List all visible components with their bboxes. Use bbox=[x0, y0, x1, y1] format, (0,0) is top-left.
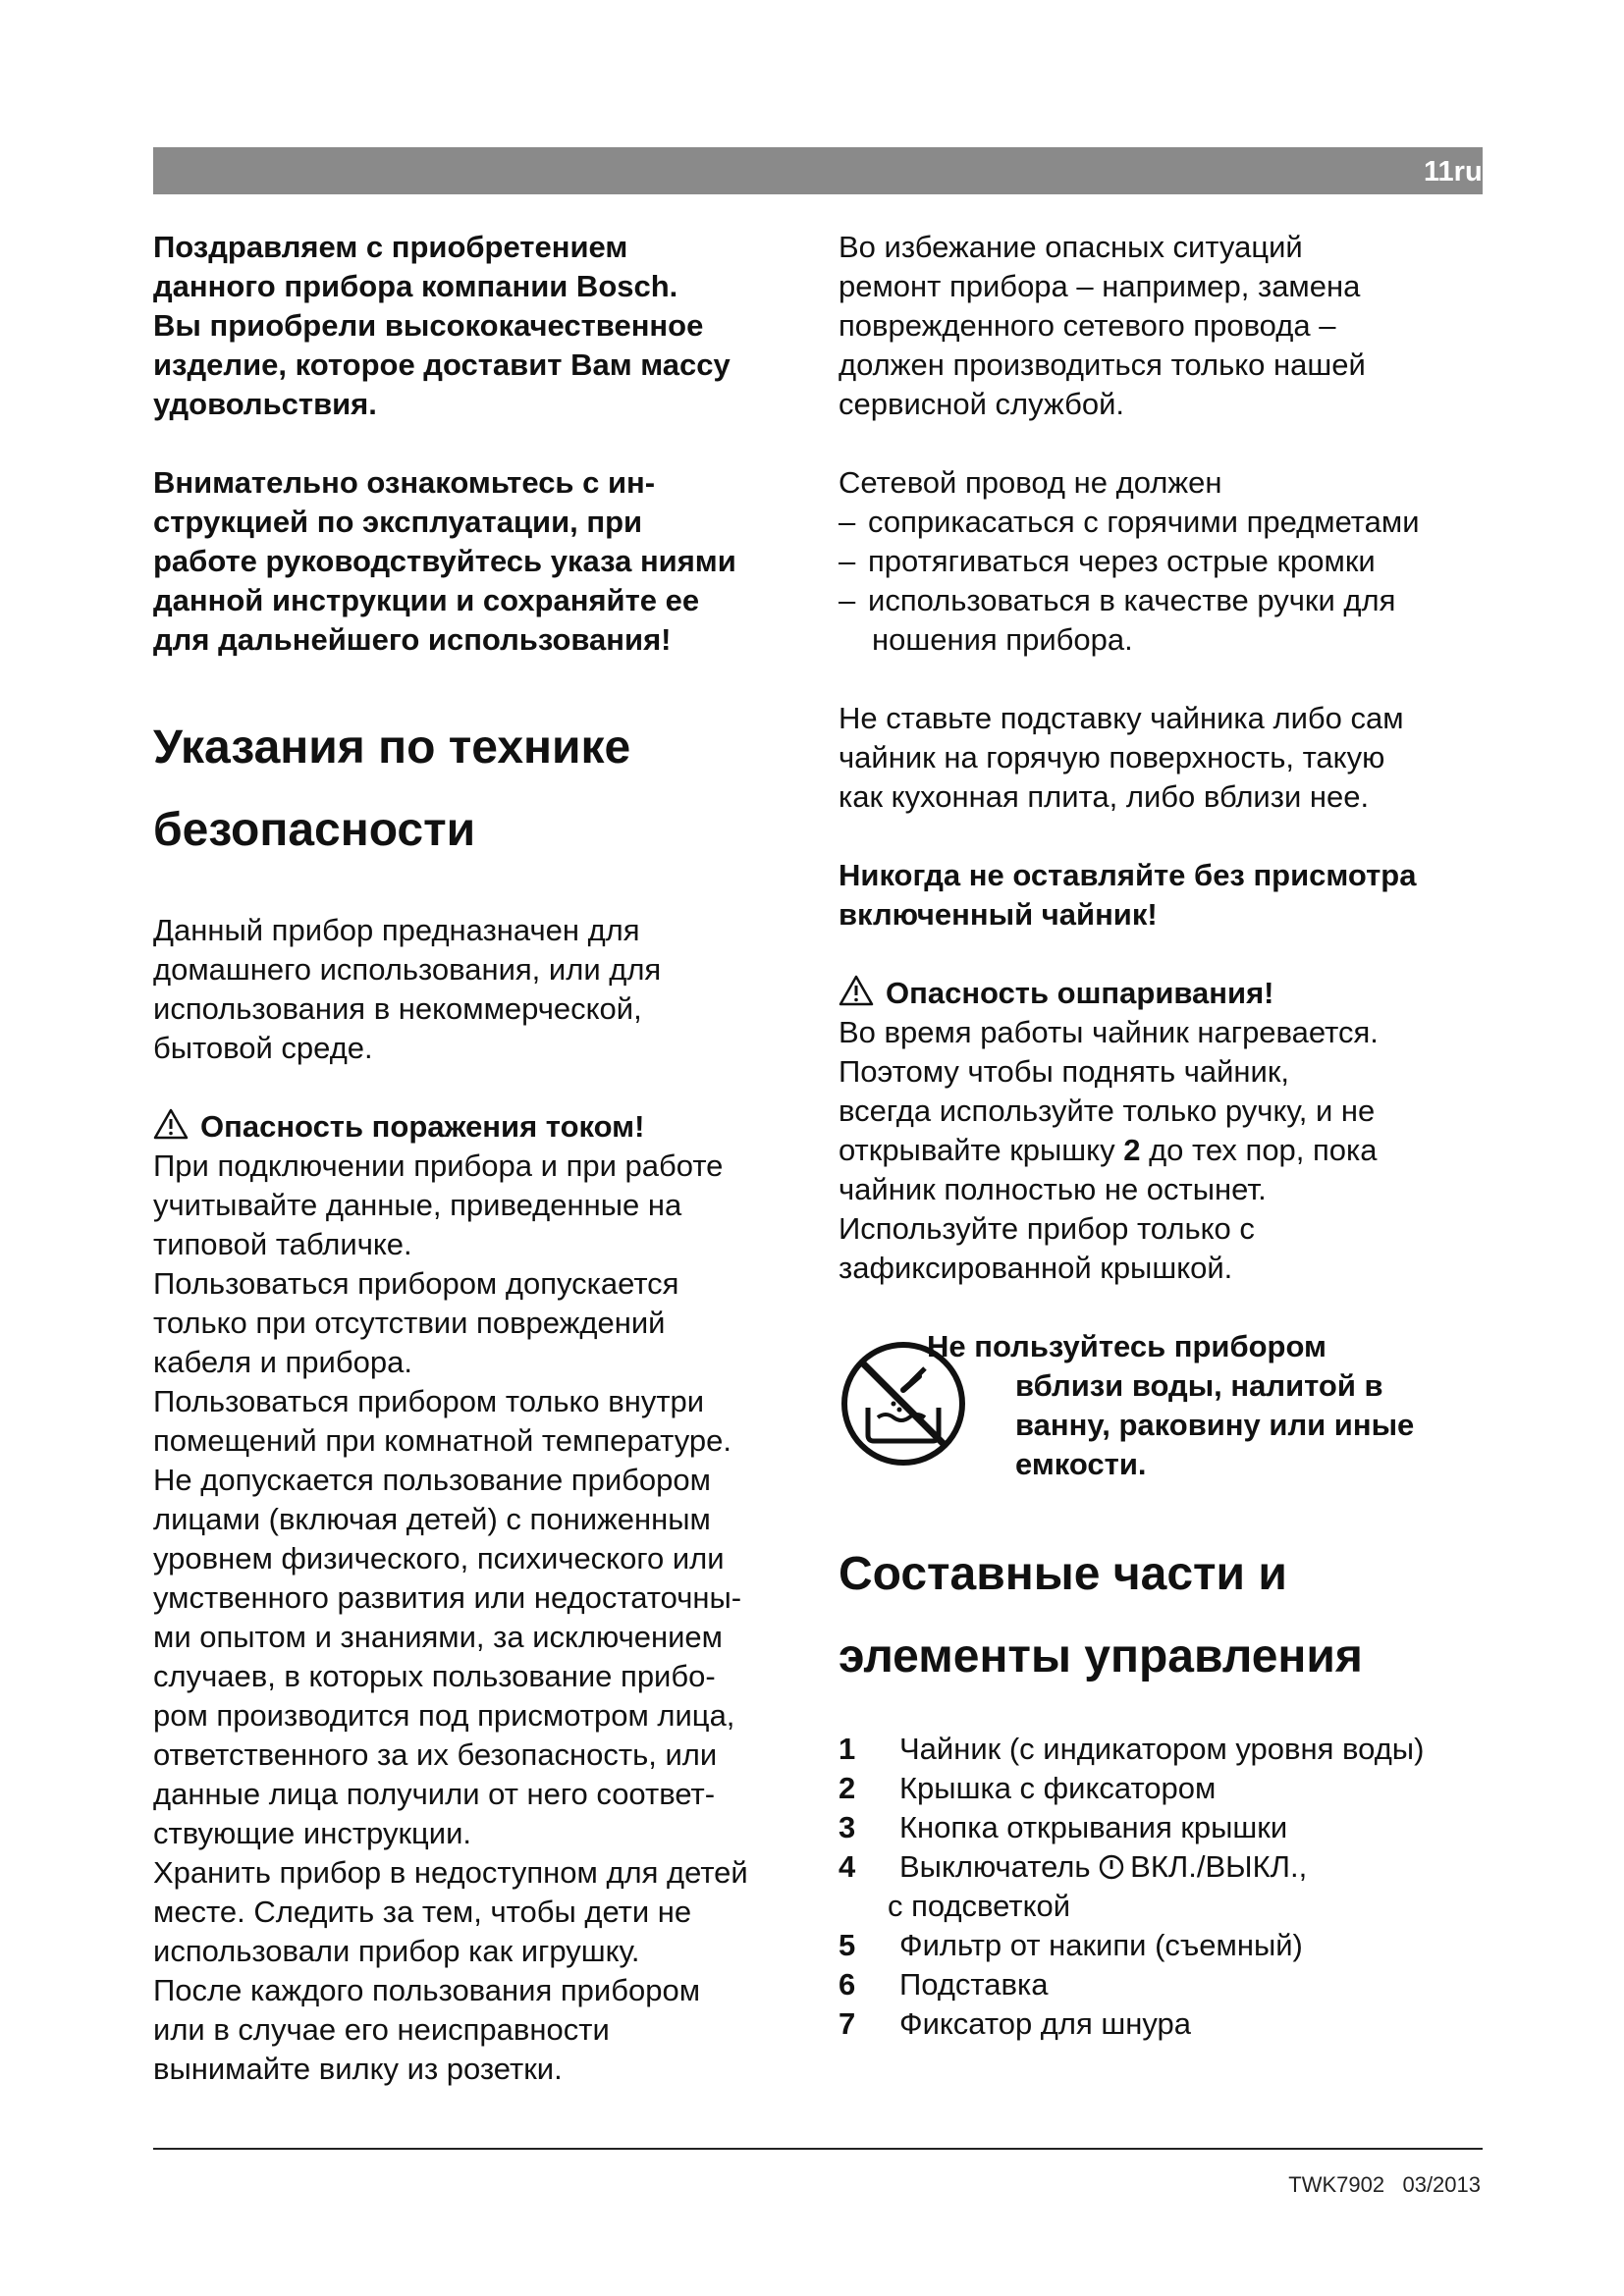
list-item bbox=[839, 1926, 1487, 1965]
scald-line: Поэтому чтобы поднять чайник, bbox=[839, 1054, 1290, 1089]
read-instructions-paragraph bbox=[153, 463, 801, 660]
read-line: струкцией по эксплуатации, при bbox=[153, 505, 643, 539]
shock-line: использовали прибор как игрушку. bbox=[153, 1934, 640, 1968]
parts-heading-line: Составные части и bbox=[839, 1548, 1287, 1600]
part-label: Чайник (с индикатором уровня воды) bbox=[899, 1732, 1425, 1766]
scald-line-part: до тех пор, пока bbox=[1140, 1133, 1378, 1167]
water-warning-line: емкости. bbox=[1015, 1447, 1147, 1481]
intro-line: изделие, которое доставит Вам массу bbox=[153, 347, 731, 382]
unattended-paragraph bbox=[839, 856, 1487, 934]
list-item bbox=[839, 542, 1487, 581]
safety-heading-line: Указания по технике bbox=[153, 721, 631, 774]
purpose-line: использования в некоммерческой, bbox=[153, 991, 642, 1026]
list-item bbox=[839, 1808, 1487, 1847]
shock-line: Не допускается пользование прибором bbox=[153, 1463, 711, 1497]
list-item-text: соприкасаться с горячими предметами bbox=[868, 505, 1420, 539]
purpose-line: Данный прибор предназначен для bbox=[153, 913, 640, 947]
read-line: работе руководствуйтесь указа ниями bbox=[153, 544, 736, 578]
safety-heading-line: безопасности bbox=[153, 804, 476, 856]
scald-warning-title bbox=[839, 974, 1487, 1013]
list-item-text: ношения прибора. bbox=[872, 622, 1133, 657]
list-dash: – bbox=[839, 583, 856, 617]
scald-warning-label: Опасность ошпаривания! bbox=[886, 976, 1274, 1010]
part-label: Фиксатор для шнура bbox=[899, 2006, 1191, 2041]
power-icon bbox=[1099, 1854, 1124, 1880]
part-number: 7 bbox=[839, 2006, 856, 2041]
water-warning-line: ванну, раковину или иные bbox=[1015, 1408, 1415, 1442]
purpose-paragraph bbox=[153, 911, 801, 1068]
repair-line: должен производиться только нашей bbox=[839, 347, 1366, 382]
shock-line: уровнем физического, психического или bbox=[153, 1541, 725, 1575]
list-item bbox=[839, 1730, 1487, 1769]
model-number: TWK7902 bbox=[1288, 2172, 1385, 2197]
shock-line: помещений при комнатной температуре. bbox=[153, 1423, 731, 1458]
shock-warning-title bbox=[153, 1107, 801, 1147]
part-label: Кнопка открывания крышки bbox=[899, 1810, 1288, 1844]
intro-line: удовольствия. bbox=[153, 387, 377, 421]
purpose-line: бытовой среде. bbox=[153, 1031, 373, 1065]
page-number: 11ru bbox=[1424, 157, 1483, 187]
list-item bbox=[839, 1769, 1487, 1808]
shock-line: Хранить прибор в недоступном для детей bbox=[153, 1855, 748, 1890]
shock-line: вынимайте вилку из розетки. bbox=[153, 2052, 563, 2086]
repair-line: Во избежание опасных ситуаций bbox=[839, 230, 1303, 264]
right-column bbox=[839, 228, 1487, 2044]
shock-line: кабеля и прибора. bbox=[153, 1345, 412, 1379]
repair-line: сервисной службой. bbox=[839, 387, 1125, 421]
shock-line: учитывайте данные, приведенные на bbox=[153, 1188, 682, 1222]
shock-line: ствующие инструкции. bbox=[153, 1816, 472, 1850]
shock-line: данные лица получили от него соответ- bbox=[153, 1777, 716, 1811]
purpose-line: домашнего использования, или для bbox=[153, 952, 662, 987]
unattended-line: Никогда не оставляйте без присмотра bbox=[839, 858, 1417, 892]
water-warning-line: вблизи воды, налитой в bbox=[1015, 1368, 1383, 1403]
part-label-suffix: ВКЛ./ВЫКЛ., bbox=[1130, 1849, 1308, 1884]
list-dash: – bbox=[839, 505, 856, 539]
intro-paragraph bbox=[153, 228, 801, 424]
hot-surface-paragraph bbox=[839, 699, 1487, 817]
shock-line: Пользоваться прибором только внутри bbox=[153, 1384, 705, 1418]
water-warning-text bbox=[921, 1327, 1471, 1484]
scald-line: чайник полностью не остынет. bbox=[839, 1172, 1267, 1206]
intro-line: Вы приобрели высококачественное bbox=[153, 308, 704, 343]
shock-line: случаев, в которых пользование прибо- bbox=[153, 1659, 716, 1693]
part-number: 2 bbox=[839, 1771, 856, 1805]
read-line: для дальнейшего использования! bbox=[153, 622, 672, 657]
warning-triangle-icon bbox=[153, 1108, 189, 1140]
shock-line: ром производится под присмотром лица, bbox=[153, 1698, 735, 1733]
shock-line: месте. Следить за тем, чтобы дети не bbox=[153, 1895, 692, 1929]
read-line: данной инструкции и сохраняйте ее bbox=[153, 583, 700, 617]
scald-line bbox=[839, 1131, 1487, 1170]
shock-line: При подключении прибора и при работе bbox=[153, 1148, 724, 1183]
intro-line: Поздравляем с приобретением bbox=[153, 230, 628, 264]
water-warning-line: Не пользуйтесь прибором bbox=[927, 1329, 1326, 1363]
scald-line-part: открывайте крышку bbox=[839, 1133, 1124, 1167]
edition-date: 03/2013 bbox=[1402, 2172, 1481, 2197]
part-number: 4 bbox=[839, 1849, 856, 1884]
part-reference-number: 2 bbox=[1123, 1133, 1141, 1167]
list-item bbox=[839, 503, 1487, 542]
footer-rule bbox=[153, 2148, 1483, 2150]
part-label-continuation: с подсветкой bbox=[888, 1889, 1071, 1923]
cord-list bbox=[839, 503, 1487, 660]
cord-intro: Сетевой провод не должен bbox=[839, 465, 1222, 500]
shock-line: После каждого пользования прибором bbox=[153, 1973, 701, 2007]
part-label: Крышка с фиксатором bbox=[899, 1771, 1217, 1805]
scald-line: Используйте прибор только с bbox=[839, 1211, 1255, 1246]
warning-triangle-icon bbox=[839, 975, 874, 1006]
part-label: Подставка bbox=[899, 1967, 1049, 2002]
shock-line: или в случае его неисправности bbox=[153, 2012, 610, 2047]
repair-line: поврежденного сетевого провода – bbox=[839, 308, 1336, 343]
safety-heading bbox=[153, 707, 801, 872]
list-dash: – bbox=[839, 544, 856, 578]
list-item bbox=[839, 2004, 1487, 2044]
shock-section bbox=[153, 1107, 801, 2089]
hot-surface-line: как кухонная плита, либо вблизи нее. bbox=[839, 779, 1370, 814]
list-item-text: протягиваться через острые кромки bbox=[868, 544, 1376, 578]
list-item bbox=[839, 581, 1487, 620]
part-number: 1 bbox=[839, 1732, 856, 1766]
footer bbox=[1288, 2172, 1481, 2198]
scald-section bbox=[839, 974, 1487, 1288]
list-item bbox=[839, 1965, 1487, 2004]
parts-list bbox=[839, 1730, 1487, 2044]
part-label: Фильтр от накипи (съемный) bbox=[899, 1928, 1303, 1962]
cord-paragraph bbox=[839, 463, 1487, 660]
intro-line: данного прибора компании Bosch. bbox=[153, 269, 678, 303]
read-line: Внимательно ознакомьтесь с ин- bbox=[153, 465, 656, 500]
scald-line: зафиксированной крышкой. bbox=[839, 1251, 1233, 1285]
hot-surface-line: Не ставьте подставку чайника либо сам bbox=[839, 701, 1404, 735]
unattended-line: включенный чайник! bbox=[839, 897, 1158, 932]
scald-line: всегда используйте только ручку, и не bbox=[839, 1094, 1376, 1128]
list-item bbox=[839, 1847, 1487, 1926]
parts-heading-line: элементы управления bbox=[839, 1630, 1363, 1682]
shock-line: ми опытом и знаниями, за исключением bbox=[153, 1620, 723, 1654]
repair-line: ремонт прибора – например, замена bbox=[839, 269, 1361, 303]
hot-surface-line: чайник на горячую поверхность, такую bbox=[839, 740, 1385, 774]
header-bar bbox=[153, 147, 1483, 194]
shock-line: лицами (включая детей) с пониженным bbox=[153, 1502, 711, 1536]
shock-line: только при отсутствии повреждений bbox=[153, 1306, 666, 1340]
shock-warning-label: Опасность поражения током! bbox=[200, 1109, 645, 1144]
list-item-text: использоваться в качестве ручки для bbox=[868, 583, 1396, 617]
parts-heading bbox=[839, 1533, 1487, 1698]
part-label: Выключатель bbox=[899, 1849, 1091, 1884]
part-number: 5 bbox=[839, 1928, 856, 1962]
list-item bbox=[839, 620, 1487, 660]
water-warning-block bbox=[839, 1327, 1487, 1494]
shock-line: Пользоваться прибором допускается bbox=[153, 1266, 679, 1301]
part-number: 6 bbox=[839, 1967, 856, 2002]
shock-line: типовой табличке. bbox=[153, 1227, 412, 1261]
shock-line: умственного развития или недостаточны- bbox=[153, 1580, 742, 1615]
repair-paragraph bbox=[839, 228, 1487, 424]
shock-line: ответственного за их безопасность, или bbox=[153, 1737, 718, 1772]
left-column bbox=[153, 228, 801, 2089]
scald-line: Во время работы чайник нагревается. bbox=[839, 1015, 1379, 1049]
part-number: 3 bbox=[839, 1810, 856, 1844]
